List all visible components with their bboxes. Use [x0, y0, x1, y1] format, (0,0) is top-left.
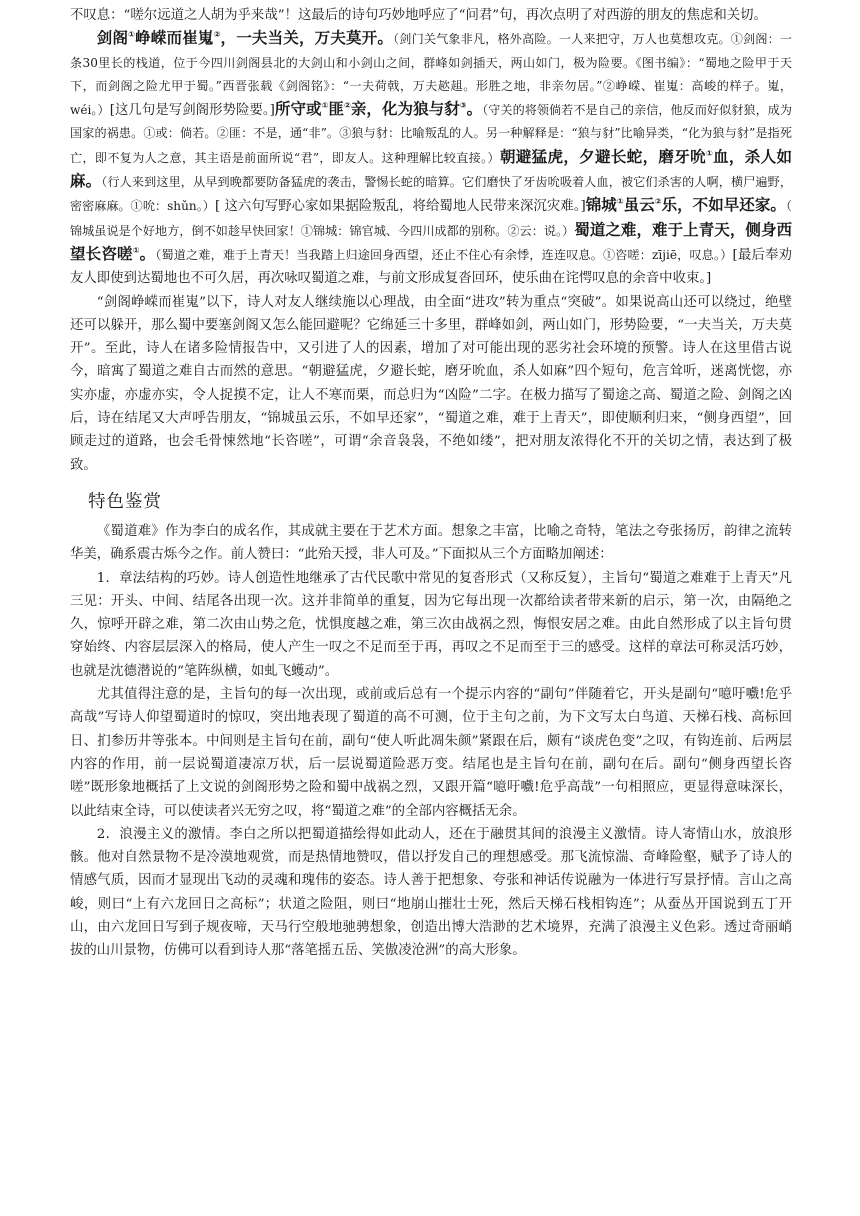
note-zhaobi: （行人来到这里，从早到晚都要防备猛虎的袭击，警惕长蛇的暗算。它们磨快了牙齿吮吸着人血，被它们杀害的人啊，横尸遍野，密密麻麻。①吮：shǔn。）: [70, 175, 792, 214]
poem-line-zhaobi: 朝避猛虎，夕避长蛇，磨牙吮①血，杀人如麻。: [70, 147, 792, 191]
comment-jiange: [这几句是写剑阁形势险要。]: [109, 103, 275, 119]
paragraph-intro: 《蜀道难》作为李白的成名作，其成就主要在于艺术方面。想象之丰富，比喻之奇特，笔法之夸张扬厉，韵律之流转华美，确系震古烁今之作。前人赞曰：“此殆天授，非人可及。”下面拟从三个方面略加阐述：: [70, 523, 792, 563]
document-page: [70, 4, 792, 963]
note-jiange: （剑门关气象非凡，格外高险。一人来把守，万人也莫想攻克。①剑阁：一条30里长的栈道，位于今四川剑阁县北的大剑山和小剑山之间，群峰如剑插天，两山如门，极为险要。《图书编》：“蜀地之险甲于天下，而剑阁之险尤甲于蜀。”西晋张载《剑阁铭》：“一夫荷戟，万夫趑趄。形胜之地，非亲勿居。”②峥嵘、崔嵬：高峻的样子。嵬，wéi。）: [70, 32, 792, 118]
paragraph-item-2: 2．浪漫主义的激情。李白之所以把蜀道描绘得如此动人，还在于融贯其间的浪漫主义激情。诗人寄情山水，放浪形骸。他对自然景物不是冷漠地观赏，而是热情地赞叹，借以抒发自己的理想感受。那飞流惊湍、奇峰险壑，赋予了诗人的情感气质，因而才显现出飞动的灵魂和瑰伟的姿态。诗人善于把想象、夸张和神话传说融为一体进行写景抒情。言山之高峻，则曰“上有六龙回日之高标”；状道之险阻，则曰“地崩山摧壮士死，然后天梯石栈相钩连”；从蚕丛开国说到五丁开山，由六龙回日写到子规夜啼，天马行空般地驰骋想象，创造出博大浩渺的艺术境界，充满了浪漫主义色彩。透过奇丽峭拔的山川景物，仿佛可以看到诗人那“落笔摇五岳、笑傲凌沧洲”的高大形象。: [70, 826, 792, 959]
paragraph-opening: 不叹息：“嗟尔远道之人胡为乎来哉”！这最后的诗句巧妙地呼应了“问君”句，再次点明了对西游的朋友的焦虑和关切。: [70, 8, 767, 23]
section-title: 特色鉴赏: [88, 491, 162, 512]
paragraph-item-1: 1．章法结构的巧妙。诗人创造性地继承了古代民歌中常见的复沓形式（又称反复），主旨句“蜀道之难难于上青天”凡三见：开头、中间、结尾各出现一次。这并非简单的重复，因为它每出现一次都给读者带来新的启示，第一次，由隔绝之久，惊呼开辟之难，第二次由山势之危，忧惧度越之难，第三次由战祸之烈，悔恨安居之难。由此自然形成了以主旨句贯穿始终、内容层层深入的格局，使人产生一叹之不足而至于再，再叹之不足而至于三的感受。这样的章法可称灵活巧妙，也就是沈德潜说的“笔阵纵横，如虬飞蠖动”。: [70, 570, 792, 679]
note-shudao: （蜀道之难，难于上青天！当我踏上归途回身西望，还止不住心有余悸，连连叹息。①咨嗟：zījiē，叹息。）: [155, 247, 733, 262]
poem-line-jiange: 剑阁①峥嵘而崔嵬②，一夫当关，万夫莫开。: [96, 29, 394, 48]
paragraph-analysis: “剑阁峥嵘而崔嵬”以下，诗人对友人继续施以心理战，由全面“进攻”转为重点“突破”。如果说高山还可以绕过，绝壁还可以躲开，那么蜀中要塞剑阁又怎么能回避呢？它绵延三十多里，群峰如剑，两山如门，形势险要，“一夫当关，万夫莫开”。至此，诗人在诸多险情报告中，又引进了人的因素，增加了对可能出现的恶劣社会环境的预警。诗人在这里借古说今，暗寓了蜀道之难自古而然的意思。“朝避猛虎，夕避长蛇，磨牙吮血，杀人如麻”四个短句，危言耸听，迷离恍惚，亦实亦虚，亦虚亦实，令人捉摸不定，让人不寒而栗，而总归为“凶险”二字。在极力描写了蜀途之高、蜀道之险、剑阁之凶后，诗在结尾又大声呼告朋友，“锦城虽云乐，不如早还家”，“蜀道之难，难于上青天”，即使顺利归来，“侧身西望”，回顾走过的道路，也会毛骨悚然地“长咨嗟”，可谓“余音袅袅，不绝如缕”，把对朋友浓得化不开的关切之情，表达到了极致。: [70, 294, 792, 473]
note-suoshou: （守关的将领倘若不是自己的亲信，他反而好似豺狼，成为国家的祸患。①或：倘若。②匪：不是，通“非”。③狼与豺：比喻叛乱的人。另一种解释是：“狼与豺”比喻异类，“化为狼与豺”是指死亡，即不复为人之意，其主语是前面所说“君”，即友人。这种理解比较直接。）: [70, 103, 792, 165]
note-jincheng: （ 锦城虽说是个好地方，倒不如趁早快回家！①锦城：锦官城、今四川成都的别称。②云：说。）: [70, 199, 792, 238]
comment-zhaobi: [ 这六句写野心家如果据险叛乱，将给蜀地人民带来深沉灾难。]: [214, 199, 586, 215]
comment-shudao: [最后奉劝友人即使到达蜀地也不可久居，再次咏叹蜀道之难，与前文形成复沓回环，使乐曲在诧愕叹息的余音中收束。]: [70, 247, 792, 287]
paragraph-item-1b: 尤其值得注意的是，主旨句的每一次出现，或前或后总有一个提示内容的“副句”伴随着它，开头是副句“噫吁嚱!危乎高哉”写诗人仰望蜀道时的惊叹，突出地表现了蜀道的高不可测，位于主句之前，为下文写太白鸟道、天梯石栈、高标回日、扪参历井等张本。中间则是主旨句在前，副句“使人听此凋朱颜”紧跟在后，颇有“谈虎色变”之叹，有钩连前、后两层内容的作用，前一层说蜀道凄凉万状，后一层说蜀道险恶万变。结尾也是主旨句在前，副句在后。副句“侧身西望长咨嗟”既形象地概括了上文说的剑阁形势之险和蜀中战祸之烈，又跟开篇“噫吁嚱!危乎高哉”一句相照应，更显得意味深长，以此结束全诗，可以使读者兴无穷之叹，将“蜀道之难”的全部内容概括无余。: [70, 687, 792, 819]
poem-line-jincheng: 锦城①虽云②乐，不如早还家。: [585, 196, 786, 215]
poem-annotation-block: [70, 27, 792, 290]
poem-line-suoshou: 所守或①匪②亲，化为狼与豺③。: [274, 100, 483, 119]
poem-line-shudao: 蜀道之难，难于上青天，侧身西望长咨嗟①。: [70, 220, 792, 263]
